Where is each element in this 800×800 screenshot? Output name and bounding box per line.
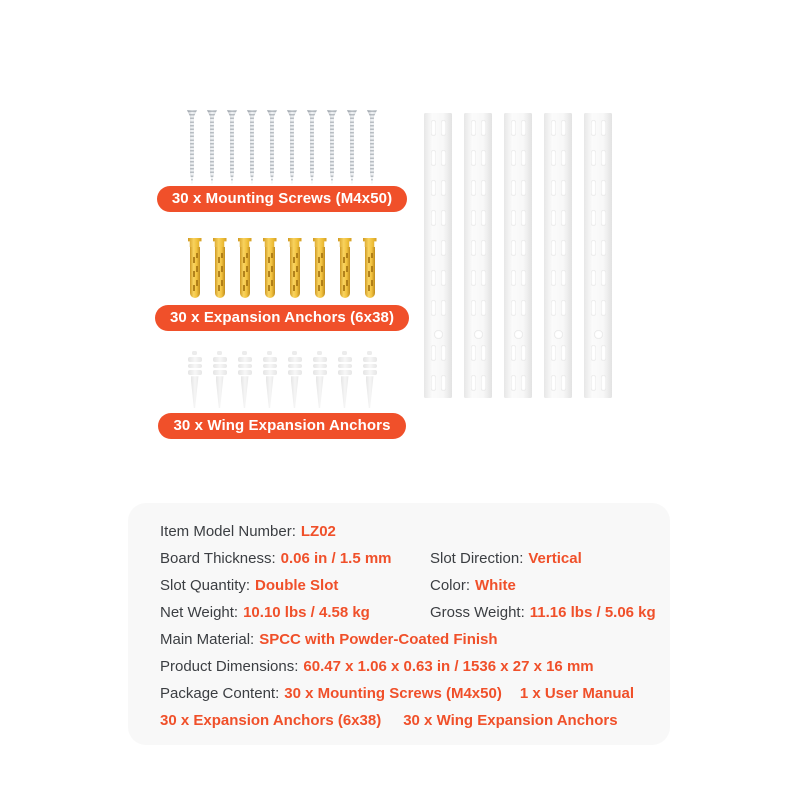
rail-slot — [601, 240, 606, 256]
rail-slot — [561, 150, 566, 166]
anchor-fin — [313, 370, 327, 375]
anchor-nub — [367, 351, 372, 355]
rail-slot — [511, 300, 516, 316]
mounting-screw — [347, 110, 358, 184]
mounting-screw — [267, 110, 278, 184]
slot-row — [544, 120, 572, 136]
anchor-spike — [291, 376, 299, 408]
anchor-body — [215, 247, 225, 298]
spec-label: Gross Weight: — [430, 604, 525, 621]
rail-slot — [441, 270, 446, 286]
wing-anchor — [338, 351, 352, 408]
spec-value: 10.10 lbs / 4.58 kg — [243, 604, 370, 621]
rail-slot — [521, 270, 526, 286]
expansion-anchor — [313, 238, 327, 298]
wing-anchor — [313, 351, 327, 408]
rail-slot — [551, 375, 556, 391]
rail-slot — [441, 345, 446, 361]
rail-slot — [511, 150, 516, 166]
slot-row — [424, 150, 452, 166]
anchor-nub — [267, 351, 272, 355]
spec-value: LZ02 — [300, 523, 336, 540]
rail-slot — [551, 240, 556, 256]
slot-row — [584, 180, 612, 196]
rail-slot — [521, 300, 526, 316]
expansion-anchor — [188, 238, 202, 298]
mounting-screw — [247, 110, 258, 184]
rail-slot — [521, 120, 526, 136]
spec-row-thickness-direction — [160, 545, 640, 572]
rail-slot — [521, 180, 526, 196]
slot-row — [464, 375, 492, 391]
anchor-fin — [238, 364, 252, 369]
rail-slot — [561, 120, 566, 136]
anchor-fin — [338, 370, 352, 375]
spec-value: 1 x User Manual — [519, 685, 635, 702]
anchor-fin — [188, 370, 202, 375]
anchor-fin — [213, 370, 227, 375]
rail-slot — [551, 120, 556, 136]
rail-slot — [601, 210, 606, 226]
screw-hole — [554, 330, 563, 339]
slot-row — [544, 270, 572, 286]
rail-slot — [601, 375, 606, 391]
anchor-fin — [338, 357, 352, 362]
rail-slot — [551, 345, 556, 361]
wing-anchor — [238, 351, 252, 408]
anchor-spike — [241, 376, 249, 408]
rail-slot — [591, 375, 596, 391]
rail-slot — [441, 240, 446, 256]
spec-value: 0.06 in / 1.5 mm — [280, 550, 392, 567]
rail-slot — [601, 345, 606, 361]
spec-value: White — [475, 577, 516, 594]
spec-value: 60.47 x 1.06 x 0.63 in / 1536 x 27 x 16 mm — [303, 658, 594, 675]
slot-row — [424, 120, 452, 136]
expansion-anchor — [288, 238, 302, 298]
expansion-anchors-group — [132, 238, 432, 298]
anchor-nub — [342, 351, 347, 355]
rail-slot — [511, 210, 516, 226]
rail-slot — [561, 345, 566, 361]
wing-anchors-group — [132, 351, 432, 408]
wing-anchor — [363, 351, 377, 408]
rail-slot — [481, 120, 486, 136]
rail-slot — [551, 210, 556, 226]
anchor-fin — [363, 364, 377, 369]
slot-row — [584, 270, 612, 286]
slot-row — [584, 345, 612, 361]
rail-slot — [521, 375, 526, 391]
slot-row — [464, 240, 492, 256]
rail-slot — [591, 300, 596, 316]
mounting-screw — [207, 110, 218, 184]
slotted-wall-rail — [544, 113, 572, 398]
anchor-fin — [363, 357, 377, 362]
anchor-nub — [242, 351, 247, 355]
rail-slot — [551, 180, 556, 196]
spec-label: Slot Direction: — [430, 550, 524, 567]
anchor-fin — [263, 357, 277, 362]
mounting-screw — [227, 110, 238, 184]
slot-row — [544, 375, 572, 391]
slot-row — [584, 120, 612, 136]
rail-slot — [481, 210, 486, 226]
slot-row — [584, 210, 612, 226]
rail-slot — [471, 300, 476, 316]
rail-slot — [431, 300, 436, 316]
slot-row — [544, 180, 572, 196]
mounting-screw — [287, 110, 298, 184]
rail-slot — [431, 270, 436, 286]
anchor-body — [265, 247, 275, 298]
mounting-screw — [187, 110, 198, 184]
rail-slot — [471, 120, 476, 136]
rail-slot — [561, 210, 566, 226]
expansion-anchor — [263, 238, 277, 298]
spec-label: Slot Quantity: — [160, 577, 251, 594]
spec-row-quantity-color — [160, 572, 640, 599]
slot-row — [424, 210, 452, 226]
rail-slot — [431, 180, 436, 196]
rail-slot — [521, 240, 526, 256]
rail-slot — [441, 375, 446, 391]
spec-label: Product Dimensions: — [160, 658, 299, 675]
wing-anchor — [288, 351, 302, 408]
spec-value: 30 x Mounting Screws (M4x50) — [284, 685, 502, 702]
anchor-fin — [263, 364, 277, 369]
anchor-collar — [313, 238, 327, 247]
slot-row — [584, 300, 612, 316]
slotted-wall-rail — [504, 113, 532, 398]
slot-row — [464, 150, 492, 166]
spec-value: Vertical — [528, 550, 582, 567]
anchor-nub — [317, 351, 322, 355]
rail-slot — [601, 270, 606, 286]
anchor-fin — [213, 364, 227, 369]
rail-slot — [561, 180, 566, 196]
rail-slot — [481, 150, 486, 166]
slot-row — [464, 120, 492, 136]
anchor-body — [290, 247, 300, 298]
slot-row — [424, 345, 452, 361]
spec-value: SPCC with Powder-Coated Finish — [259, 631, 498, 648]
anchor-body — [365, 247, 375, 298]
rail-slot — [441, 180, 446, 196]
spec-value: Double Slot — [255, 577, 339, 594]
anchor-spike — [191, 376, 199, 408]
rail-slot — [471, 270, 476, 286]
rail-slot — [431, 345, 436, 361]
expansion-anchor — [238, 238, 252, 298]
slot-row — [464, 270, 492, 286]
mounting-screws-group — [132, 110, 432, 184]
rail-slot — [591, 180, 596, 196]
rail-slot — [441, 150, 446, 166]
anchor-collar — [363, 238, 377, 247]
anchor-fin — [238, 370, 252, 375]
slot-row — [544, 150, 572, 166]
anchor-fin — [288, 370, 302, 375]
rail-slot — [511, 240, 516, 256]
slotted-wall-rail — [424, 113, 452, 398]
slot-row — [504, 180, 532, 196]
mounting-screw — [327, 110, 338, 184]
slot-row — [504, 240, 532, 256]
rail-slot — [481, 240, 486, 256]
anchor-spike — [316, 376, 324, 408]
slot-row — [544, 300, 572, 316]
spec-row-dimensions — [160, 653, 640, 680]
rail-slot — [511, 270, 516, 286]
anchor-fin — [363, 370, 377, 375]
rail-slot — [551, 270, 556, 286]
rail-slot — [591, 120, 596, 136]
anchor-spike — [266, 376, 274, 408]
rail-slot — [471, 345, 476, 361]
anchor-nub — [192, 351, 197, 355]
rail-slot — [481, 180, 486, 196]
anchor-body — [240, 247, 250, 298]
anchor-fin — [313, 357, 327, 362]
mounting-screw — [307, 110, 318, 184]
rail-slot — [511, 345, 516, 361]
screw-hole — [514, 330, 523, 339]
slot-row — [464, 180, 492, 196]
rail-slot — [471, 150, 476, 166]
slot-row — [584, 375, 612, 391]
slot-row — [424, 180, 452, 196]
wing-anchor — [213, 351, 227, 408]
slot-row — [584, 240, 612, 256]
spec-value: 30 x Expansion Anchors (6x38) — [160, 712, 382, 729]
anchor-collar — [213, 238, 227, 247]
slot-row — [464, 345, 492, 361]
anchor-nub — [217, 351, 222, 355]
spec-label: Main Material: — [160, 631, 255, 648]
spec-row-package-content-1 — [160, 680, 640, 707]
expansion-anchor — [213, 238, 227, 298]
slot-row — [544, 210, 572, 226]
rail-slot — [591, 150, 596, 166]
rail-slot — [511, 375, 516, 391]
spec-row-package-content-2 — [160, 707, 640, 734]
rail-slot — [431, 240, 436, 256]
spec-row-material — [160, 626, 640, 653]
rail-slot — [471, 375, 476, 391]
anchor-spike — [366, 376, 374, 408]
expansion-anchor — [338, 238, 352, 298]
slot-row — [504, 375, 532, 391]
rail-slot — [441, 120, 446, 136]
anchor-collar — [188, 238, 202, 247]
anchor-nub — [292, 351, 297, 355]
rail-slot — [431, 150, 436, 166]
rail-slot — [591, 345, 596, 361]
rail-slot — [601, 120, 606, 136]
rail-slot — [471, 240, 476, 256]
slotted-wall-rail — [584, 113, 612, 398]
anchor-body — [340, 247, 350, 298]
slot-row — [504, 120, 532, 136]
wing-anchor — [188, 351, 202, 408]
rail-slot — [481, 300, 486, 316]
spec-label: Net Weight: — [160, 604, 239, 621]
rail-slot — [521, 150, 526, 166]
rail-slot — [551, 150, 556, 166]
mounting-screw — [367, 110, 378, 184]
slot-row — [504, 270, 532, 286]
slot-row — [464, 210, 492, 226]
slot-row — [544, 345, 572, 361]
anchor-collar — [238, 238, 252, 247]
rail-slot — [561, 270, 566, 286]
screw-hole — [474, 330, 483, 339]
screw-hole — [434, 330, 443, 339]
rail-slot — [481, 270, 486, 286]
anchor-spike — [216, 376, 224, 408]
slot-row — [424, 270, 452, 286]
spec-label: Item Model Number: — [160, 523, 296, 540]
spec-label: Package Content: — [160, 685, 280, 702]
wing-anchor — [263, 351, 277, 408]
specs-panel — [128, 503, 670, 745]
anchor-collar — [263, 238, 277, 247]
anchor-spike — [341, 376, 349, 408]
rail-slot — [591, 210, 596, 226]
slot-row — [424, 240, 452, 256]
anchor-fin — [213, 357, 227, 362]
anchor-fin — [188, 364, 202, 369]
slot-row — [504, 345, 532, 361]
rail-slot — [431, 375, 436, 391]
rail-slot — [431, 210, 436, 226]
slot-row — [504, 210, 532, 226]
slot-row — [544, 240, 572, 256]
mounting-screws-count-label: 30 x Mounting Screws (M4x50) — [157, 186, 407, 212]
rail-slot — [521, 210, 526, 226]
rail-slot — [511, 180, 516, 196]
expansion-anchors-count-label: 30 x Expansion Anchors (6x38) — [155, 305, 409, 331]
rail-slot — [601, 300, 606, 316]
anchor-fin — [188, 357, 202, 362]
slotted-wall-rails-group — [424, 113, 612, 398]
slot-row — [504, 300, 532, 316]
spec-row-weights — [160, 599, 656, 626]
spec-value: 11.16 lbs / 5.06 kg — [529, 604, 656, 621]
rail-slot — [561, 375, 566, 391]
anchor-fin — [288, 364, 302, 369]
slot-row — [424, 300, 452, 316]
spec-value: 30 x Wing Expansion Anchors — [403, 712, 618, 729]
rail-slot — [481, 345, 486, 361]
rail-slot — [561, 300, 566, 316]
slotted-wall-rail — [464, 113, 492, 398]
slot-row — [584, 150, 612, 166]
slot-row — [464, 300, 492, 316]
rail-slot — [561, 240, 566, 256]
rail-slot — [551, 300, 556, 316]
anchor-fin — [263, 370, 277, 375]
anchor-collar — [288, 238, 302, 247]
rail-slot — [441, 300, 446, 316]
anchor-body — [315, 247, 325, 298]
rail-slot — [471, 180, 476, 196]
expansion-anchor — [363, 238, 377, 298]
wing-anchors-count-label: 30 x Wing Expansion Anchors — [158, 413, 405, 439]
rail-slot — [471, 210, 476, 226]
rail-slot — [511, 120, 516, 136]
rail-slot — [441, 210, 446, 226]
anchor-body — [190, 247, 200, 298]
spec-label: Board Thickness: — [160, 550, 276, 567]
screw-hole — [594, 330, 603, 339]
rail-slot — [601, 180, 606, 196]
rail-slot — [591, 240, 596, 256]
spec-label: Color: — [430, 577, 471, 594]
anchor-fin — [313, 364, 327, 369]
rail-slot — [601, 150, 606, 166]
rail-slot — [591, 270, 596, 286]
slot-row — [424, 375, 452, 391]
slot-row — [504, 150, 532, 166]
anchor-fin — [338, 364, 352, 369]
anchor-collar — [338, 238, 352, 247]
anchor-fin — [288, 357, 302, 362]
spec-row-model — [160, 518, 640, 545]
rail-slot — [481, 375, 486, 391]
anchor-fin — [238, 357, 252, 362]
rail-slot — [431, 120, 436, 136]
rail-slot — [521, 345, 526, 361]
